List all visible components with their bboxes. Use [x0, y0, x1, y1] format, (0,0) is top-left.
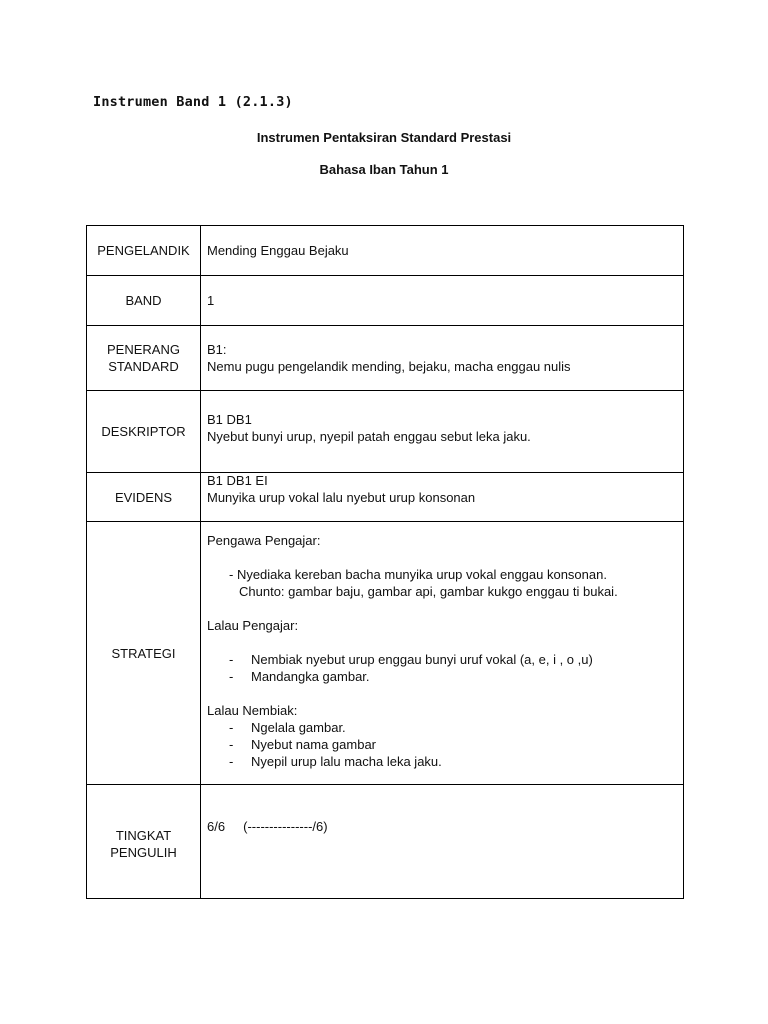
evidens-code: B1 DB1 EI — [207, 473, 268, 488]
deskriptor-value — [201, 391, 684, 473]
rubric-table — [86, 225, 684, 899]
tingkat-pengulih-label — [87, 785, 201, 899]
document-title: Instrumen Pentaksiran Standard Prestasi — [256, 130, 512, 145]
deskriptor-code: B1 DB1 — [207, 411, 252, 427]
table-row-penerang-standard — [87, 326, 684, 391]
document-heading: Instrumen Band 1 (2.1.3) — [93, 94, 293, 110]
lalau-nembiak-item: Nyepil urup lalu macha leka jaku. — [251, 754, 442, 769]
list-item — [207, 668, 683, 685]
document-subtitle: Bahasa Iban Tahun 1 — [319, 162, 449, 177]
evidens-label: EVIDENS — [87, 473, 201, 522]
penerang-standard-value — [201, 326, 684, 391]
lalau-pengajar-item: Mandangka gambar. — [251, 669, 370, 684]
lalau-nembiak-item: Nyebut nama gambar — [251, 737, 377, 752]
table-row-strategi — [87, 522, 684, 785]
tingkat-label-line1: TINGKAT — [115, 827, 172, 843]
deskriptor-text: Nyebut bunyi urup, nyepil patah enggau sebut leka jaku. — [207, 428, 531, 444]
lalau-pengajar-heading: Lalau Pengajar: — [207, 618, 299, 633]
table-row-band — [87, 276, 684, 326]
lalau-pengajar-item: Nembiak nyebut urup enggau bunyi uruf vokal (a, e, i , o ,u) — [251, 652, 593, 667]
table-row-tingkat-pengulih — [87, 785, 684, 899]
dash-marker: - — [229, 754, 234, 769]
table-row-deskriptor — [87, 391, 684, 473]
band-value: 1 — [201, 276, 684, 326]
deskriptor-label: DESKRIPTOR — [87, 391, 201, 473]
pengawa-item-line2: Chunto: gambar baju, gambar api, gambar kukgo enggau ti bukai. — [239, 584, 618, 599]
band-label: BAND — [87, 276, 201, 326]
pengelandik-value: Mending Enggau Bejaku — [201, 226, 684, 276]
pengawa-item-line1: - Nyediaka kereban bacha munyika urup vokal enggau konsonan. — [229, 567, 607, 582]
lalau-nembiak-heading: Lalau Nembiak: — [207, 703, 298, 718]
list-item — [207, 719, 683, 736]
table-row-pengelandik — [87, 226, 684, 276]
tingkat-score: 6/6 (---------------/6) — [207, 819, 328, 834]
penerang-label-line1: PENERANG — [107, 342, 180, 357]
penerang-text: Nemu pugu pengelandik mending, bejaku, macha enggau nulis — [207, 359, 571, 374]
penerang-code: B1: — [207, 342, 227, 357]
dash-marker: - — [229, 669, 234, 684]
dash-marker: - — [229, 652, 234, 667]
strategi-value — [201, 522, 684, 785]
penerang-label-line2: STANDARD — [108, 359, 179, 374]
tingkat-label-line2: PENGULIH — [110, 844, 177, 860]
penerang-standard-label — [87, 326, 201, 391]
dash-marker: - — [229, 737, 234, 752]
list-item — [207, 736, 683, 753]
pengawa-pengajar-heading: Pengawa Pengajar: — [207, 533, 321, 548]
list-item — [207, 651, 683, 668]
table-row-evidens — [87, 473, 684, 522]
tingkat-pengulih-value — [201, 785, 684, 899]
list-item — [207, 753, 683, 770]
evidens-text: Munyika urup vokal lalu nyebut urup konsonan — [207, 490, 476, 505]
dash-marker: - — [229, 720, 234, 735]
evidens-value — [201, 473, 684, 522]
strategi-label: STRATEGI — [87, 522, 201, 785]
pengelandik-label: PENGELANDIK — [87, 226, 201, 276]
lalau-nembiak-item: Ngelala gambar. — [251, 720, 346, 735]
